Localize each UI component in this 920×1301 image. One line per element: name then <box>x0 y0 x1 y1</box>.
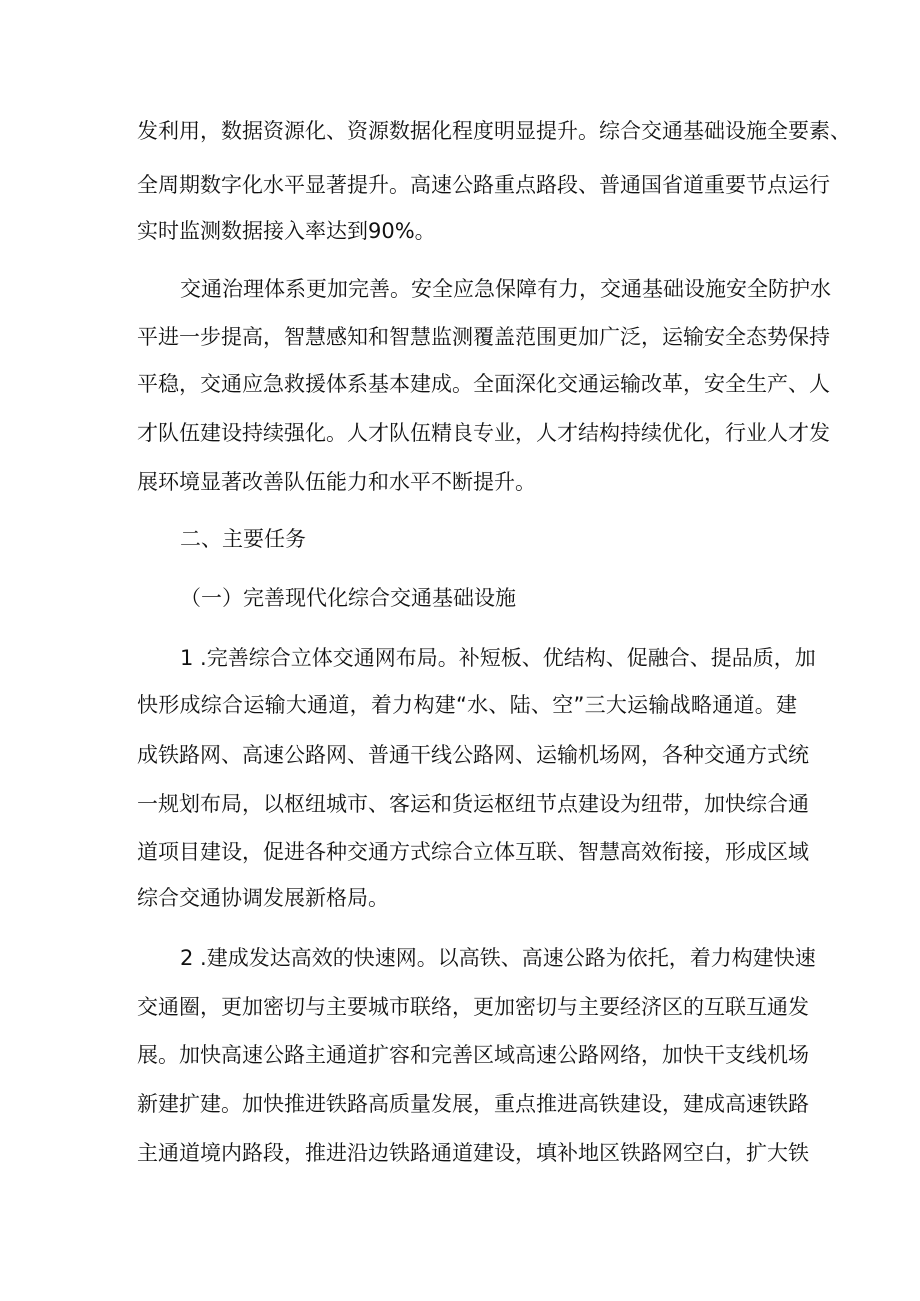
paragraph-2-line-2: 平进一步提高，智慧感知和智慧监测覆盖范围更加广泛，运输安全态势保持 <box>137 325 830 349</box>
paragraph-3-line-5: 道项目建设，促进各种交通方式综合立体互联、智慧高效衔接，形成区域 <box>137 840 809 864</box>
paragraph-3-line-3: 成铁路网、高速公路网、普通干线公路网、运输机场网，各种交通方式统 <box>137 743 809 767</box>
paragraph-3-line-6: 综合交通协调发展新格局。 <box>137 886 389 910</box>
paragraph-2-line-4: 才队伍建设持续强化。人才队伍精良专业，人才结构持续优化，行业人才发 <box>137 421 830 445</box>
paragraph-3-line-2: 快形成综合运输大通道，着力构建“水、陆、空”三大运输战略通道。建 <box>137 693 797 717</box>
paragraph-3-line-4: 一规划布局，以枢纽城市、客运和货运枢纽节点建设为纽带，加快综合通 <box>137 792 809 816</box>
subsection-heading: （一）完善现代化综合交通基础设施 <box>180 586 516 610</box>
paragraph-2-line-5: 展环境显著改善队伍能力和水平不断提升。 <box>137 470 536 494</box>
paragraph-4-line-3: 展。加快高速公路主通道扩容和完善区域高速公路网络，加快干支线机场 <box>137 1043 809 1067</box>
paragraph-1-line-3: 实时监测数据接入率达到90%。 <box>137 219 436 243</box>
paragraph-4-line-1: 2 .建成发达高效的快速网。以高铁、高速公路为依托，着力构建快速 <box>180 946 816 970</box>
section-heading: 二、主要任务 <box>180 527 306 551</box>
paragraph-1-line-1: 发利用，数据资源化、资源数据化程度明显提升。综合交通基础设施全要素、 <box>137 119 851 143</box>
paragraph-4-line-5: 主通道境内路段，推进沿边铁路通道建设，填补地区铁路网空白，扩大铁 <box>137 1141 809 1165</box>
paragraph-4-line-2: 交通圈，更加密切与主要城市联络，更加密切与主要经济区的互联互通发 <box>137 995 809 1019</box>
paragraph-2-line-3: 平稳，交通应急救援体系基本建成。全面深化交通运输改革，安全生产、人 <box>137 372 830 396</box>
paragraph-3-line-1: 1 .完善综合立体交通网布局。补短板、优结构、促融合、提品质，加 <box>180 646 816 670</box>
paragraph-2-line-1: 交通治理体系更加完善。安全应急保障有力，交通基础设施安全防护水 <box>180 277 831 301</box>
paragraph-1-line-2: 全周期数字化水平显著提升。高速公路重点路段、普通国省道重要节点运行 <box>137 173 830 197</box>
paragraph-4-line-4: 新建扩建。加快推进铁路高质量发展，重点推进高铁建设，建成高速铁路 <box>137 1092 809 1116</box>
